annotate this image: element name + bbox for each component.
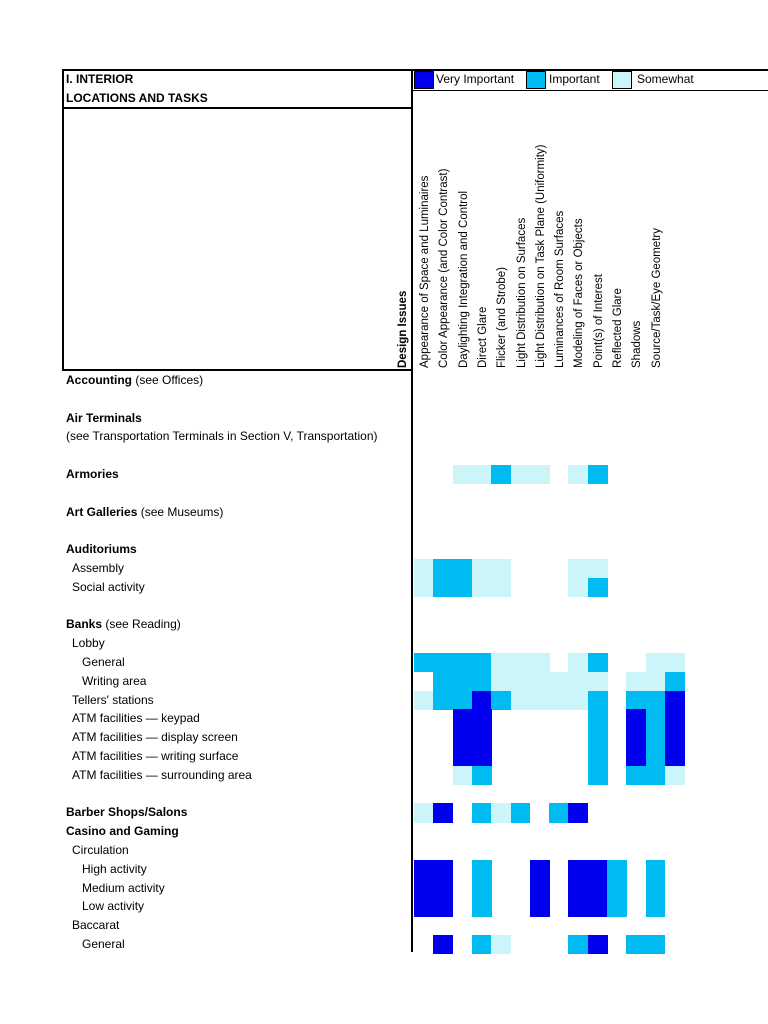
grid-cell (453, 747, 473, 766)
row-label (66, 542, 137, 556)
grid-cell (433, 860, 453, 879)
grid-cell (568, 935, 588, 954)
grid-cell (588, 935, 608, 954)
grid-cell (511, 653, 531, 672)
grid-cell (433, 672, 453, 691)
grid-cell (646, 709, 666, 728)
grid-cell (453, 728, 473, 747)
grid-cell (491, 935, 511, 954)
row-label-text: ATM facilities — display screen (72, 730, 238, 745)
grid-cell (626, 766, 646, 785)
column-header-luminances-of-room-surfaces: Luminances of Room Surfaces (554, 210, 567, 368)
grid-cell (472, 879, 492, 898)
grid-cell (433, 879, 453, 898)
column-header-source-task-eye-geometry: Source/Task/Eye Geometry (650, 228, 663, 368)
grid-cell (549, 691, 569, 710)
row-label-heading: Casino and Gaming (66, 824, 179, 839)
grid-cell (665, 672, 685, 691)
grid-cell (472, 766, 492, 785)
grid-cell (491, 672, 511, 691)
legend-swatch-very-important (414, 71, 434, 89)
row-label-heading: Auditoriums (66, 542, 137, 557)
grid-cell (472, 559, 492, 578)
grid-cell (588, 709, 608, 728)
column-header-point-s-of-interest: Point(s) of Interest (592, 274, 605, 368)
row-label (66, 805, 187, 819)
grid-cell (626, 935, 646, 954)
row-label-text: Writing area (82, 673, 147, 688)
grid-cell (530, 653, 550, 672)
row-label (72, 749, 238, 763)
grid-cell (568, 465, 588, 484)
grid-cell (626, 728, 646, 747)
grid-cell (568, 803, 588, 822)
grid-cell (530, 860, 550, 879)
column-header-reflected-glare: Reflected Glare (612, 288, 624, 368)
grid-cell (433, 653, 453, 672)
row-label-text: ATM facilities — keypad (72, 711, 200, 726)
row-label-text: (see Transportation Terminals in Section V, Transportation) (66, 429, 378, 444)
grid-cell (414, 559, 434, 578)
grid-cell (491, 559, 511, 578)
row-label (72, 693, 154, 707)
grid-cell (491, 578, 511, 597)
grid-cell (433, 559, 453, 578)
grid-cell (588, 465, 608, 484)
grid-cell (511, 465, 531, 484)
grid-cell (588, 559, 608, 578)
grid-cell (491, 803, 511, 822)
grid-cell (511, 803, 531, 822)
grid-cell (646, 672, 666, 691)
grid-cell (472, 935, 492, 954)
row-label-text: (see Reading) (102, 617, 181, 632)
row-label (82, 862, 147, 876)
grid-cell (472, 803, 492, 822)
grid-cell (530, 897, 550, 916)
grid-cell (665, 653, 685, 672)
legend-label-very-important: Very Important (436, 72, 515, 86)
grid-cell (453, 465, 473, 484)
row-label-text: Medium activity (82, 880, 165, 895)
grid-cell (588, 728, 608, 747)
grid-cell (414, 803, 434, 822)
row-label (82, 881, 165, 895)
row-label (72, 561, 124, 575)
grid-cell (453, 559, 473, 578)
row-label (72, 768, 252, 782)
row-label-text: ATM facilities — writing surface (72, 749, 239, 763)
grid-cell (433, 897, 453, 916)
grid-cell (568, 860, 588, 879)
grid-cell (568, 653, 588, 672)
grid-cell (453, 672, 473, 691)
grid-cell (472, 653, 492, 672)
grid-cell (626, 672, 646, 691)
grid-cell (646, 935, 666, 954)
grid-cell (511, 691, 531, 710)
grid-cell (453, 766, 473, 785)
grid-cell (472, 860, 492, 879)
grid-cell (453, 578, 473, 597)
row-label (72, 843, 129, 857)
row-label (66, 411, 142, 425)
grid-cell (588, 691, 608, 710)
grid-cell (433, 578, 453, 597)
grid-cell (588, 747, 608, 766)
grid-cell (588, 766, 608, 785)
row-label-text: ATM facilities — surrounding area (72, 767, 252, 782)
row-label-text: Low activity (82, 899, 145, 914)
grid-cell (665, 728, 685, 747)
grid-cell (414, 578, 434, 597)
grid-cell (626, 691, 646, 710)
legend-label-somewhat: Somewhat (637, 72, 694, 86)
grid-cell (414, 879, 434, 898)
column-header-appearance-of-space-and-luminaires: Appearance of Space and Luminaires (419, 175, 431, 368)
row-label-text: Circulation (72, 843, 129, 857)
grid-cell (646, 860, 666, 879)
column-header-design-issues: Design Issues (397, 290, 409, 368)
row-label (66, 467, 119, 481)
row-label (72, 580, 145, 594)
column-header-light-distribution-on-task-plane-uniformity: Light Distribution on Task Plane (Uniformity) (534, 144, 547, 368)
grid-cell (568, 559, 588, 578)
row-label-text: High activity (82, 861, 147, 876)
grid-cell (433, 803, 453, 822)
grid-cell (568, 897, 588, 916)
column-header-shadows: Shadows (631, 320, 644, 368)
grid-cell (472, 897, 492, 916)
row-label-heading: Armories (66, 467, 119, 481)
grid-cell (568, 879, 588, 898)
grid-cell (665, 766, 685, 785)
grid-cell (646, 879, 666, 898)
grid-cell (549, 803, 569, 822)
grid-cell (626, 709, 646, 728)
grid-cell (646, 691, 666, 710)
grid-cell (588, 653, 608, 672)
grid-cell (646, 897, 666, 916)
row-label (72, 711, 200, 725)
row-label-text: Tellers' stations (72, 692, 154, 707)
row-label-heading: Barber Shops/Salons (66, 805, 188, 820)
row-label-text: Assembly (72, 561, 125, 575)
grid-cell (646, 747, 666, 766)
grid-cell (626, 747, 646, 766)
row-label (72, 730, 238, 744)
legend-label-important: Important (549, 72, 600, 86)
row-label-heading: Air Terminals (66, 410, 142, 425)
grid-cell (588, 879, 608, 898)
grid-cell (568, 672, 588, 691)
grid-cell (665, 747, 685, 766)
grid-cell (646, 653, 666, 672)
legend-swatch-somewhat (612, 71, 632, 89)
row-label-text: Baccarat (72, 918, 120, 933)
row-label (66, 617, 181, 631)
grid-cell (433, 691, 453, 710)
grid-cell (665, 691, 685, 710)
grid-cell (491, 653, 511, 672)
grid-cell (607, 897, 627, 916)
legend-swatch-important (526, 71, 546, 89)
header-bottom-border (62, 369, 413, 371)
header-left-border (62, 69, 64, 370)
row-label (82, 937, 125, 951)
grid-cell (511, 672, 531, 691)
row-label-heading: Accounting (66, 373, 132, 387)
row-label-text: Social activity (72, 579, 145, 594)
column-header-direct-glare: Direct Glare (476, 306, 489, 368)
section-title: I. INTERIOR (66, 72, 134, 86)
grid-cell (453, 709, 473, 728)
grid-cell (414, 897, 434, 916)
grid-cell (665, 709, 685, 728)
row-label (82, 899, 144, 913)
header-legend-bottom (413, 90, 768, 91)
issues-vertical-divider (411, 69, 413, 952)
column-header-flicker-and-strobe: Flicker (and Strobe) (496, 267, 509, 368)
grid-cell (568, 578, 588, 597)
grid-cell (549, 672, 569, 691)
row-label-text: Lobby (72, 636, 105, 651)
grid-cell (414, 860, 434, 879)
header-divider (62, 107, 413, 109)
row-label (66, 429, 378, 443)
grid-cell (530, 672, 550, 691)
grid-cell (530, 691, 550, 710)
grid-cell (472, 709, 492, 728)
grid-cell (472, 747, 492, 766)
row-label (72, 636, 105, 650)
row-label (66, 505, 223, 519)
grid-cell (588, 897, 608, 916)
grid-cell (568, 691, 588, 710)
grid-cell (491, 465, 511, 484)
grid-cell (646, 766, 666, 785)
grid-cell (472, 672, 492, 691)
row-label (82, 674, 146, 688)
grid-cell (414, 653, 434, 672)
grid-cell (453, 691, 473, 710)
grid-cell (530, 465, 550, 484)
grid-cell (607, 860, 627, 879)
grid-cell (472, 691, 492, 710)
grid-cell (414, 691, 434, 710)
row-label-text: General (82, 937, 125, 951)
column-header-light-distribution-on-surfaces: Light Distribution on Surfaces (515, 217, 528, 368)
grid-cell (588, 672, 608, 691)
row-label-text: (see Museums) (137, 504, 224, 519)
grid-cell (472, 578, 492, 597)
row-label-text: General (82, 655, 125, 669)
grid-cell (491, 691, 511, 710)
grid-cell (453, 653, 473, 672)
grid-cell (433, 935, 453, 954)
grid-cell (588, 860, 608, 879)
section-subtitle: LOCATIONS AND TASKS (66, 91, 208, 105)
row-label-text: (see Offices) (132, 373, 204, 387)
grid-cell (646, 728, 666, 747)
row-label-heading: Art Galleries (66, 504, 138, 519)
row-label (82, 655, 125, 669)
row-label (72, 918, 119, 932)
column-header-modeling-of-faces-or-objects: Modeling of Faces or Objects (573, 218, 586, 368)
row-label (66, 373, 203, 387)
row-label-heading: Banks (66, 617, 103, 632)
column-header-color-appearance-and-color-contrast: Color Appearance (and Color Contrast) (438, 168, 451, 368)
column-header-daylighting-integration-and-control: Daylighting Integration and Control (457, 190, 470, 368)
grid-cell (530, 879, 550, 898)
grid-cell (472, 728, 492, 747)
row-label (66, 824, 179, 838)
grid-cell (588, 578, 608, 597)
grid-cell (472, 465, 492, 484)
grid-cell (607, 879, 627, 898)
